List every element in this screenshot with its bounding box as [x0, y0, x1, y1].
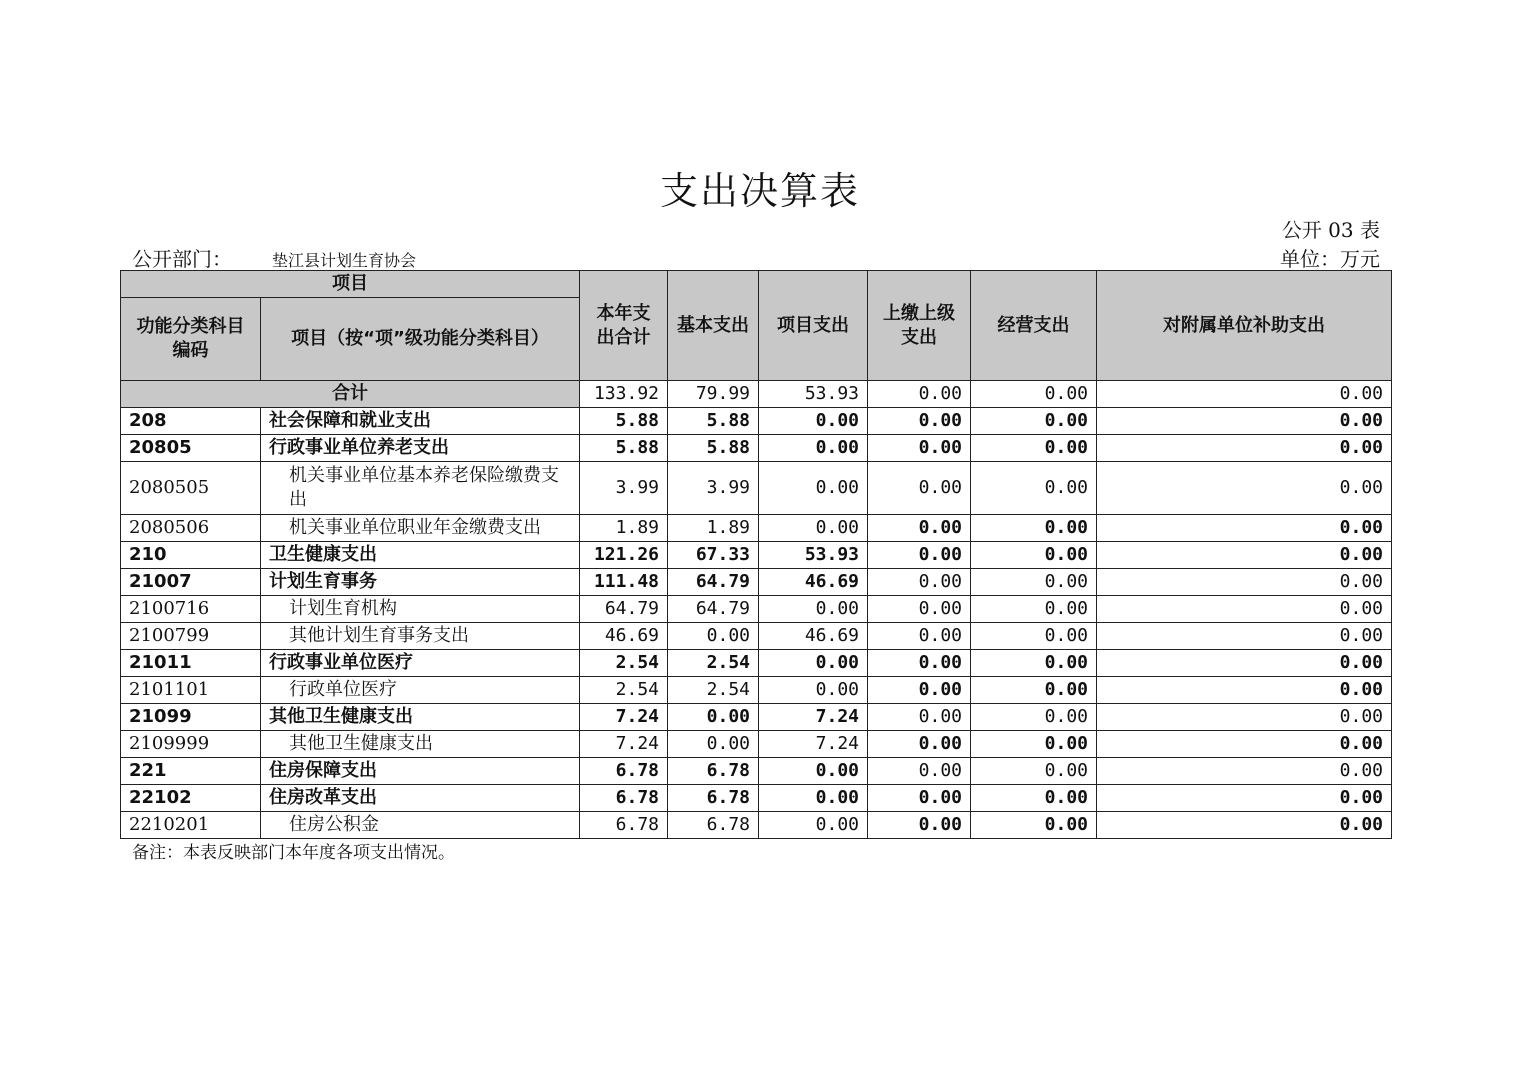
- project-cell: 7.24: [759, 731, 868, 758]
- project-cell: 0.00: [759, 812, 868, 839]
- upper-cell: 0.00: [868, 704, 971, 731]
- header-subsidy: 对附属单位补助支出: [1097, 271, 1392, 381]
- name-cell: 行政事业单位医疗: [261, 650, 580, 677]
- total-cell: 111.48: [580, 569, 668, 596]
- business-cell: 0.00: [971, 381, 1097, 408]
- total-cell: 7.24: [580, 704, 668, 731]
- basic-cell: 6.78: [668, 758, 759, 785]
- code-cell: 2100799: [121, 623, 261, 650]
- total-cell: 7.24: [580, 731, 668, 758]
- name-cell: 住房改革支出: [261, 785, 580, 812]
- subsidy-cell: 0.00: [1097, 542, 1392, 569]
- business-cell: 0.00: [971, 515, 1097, 542]
- basic-cell: 0.00: [668, 704, 759, 731]
- table-row: [121, 785, 1392, 812]
- upper-cell: 0.00: [868, 408, 971, 435]
- total-cell: 6.78: [580, 758, 668, 785]
- table-row: [121, 462, 1392, 515]
- code-cell: 20805: [121, 435, 261, 462]
- name-cell: 计划生育机构: [261, 596, 580, 623]
- business-cell: 0.00: [971, 677, 1097, 704]
- business-cell: 0.00: [971, 435, 1097, 462]
- table-row: [121, 542, 1392, 569]
- upper-cell: 0.00: [868, 623, 971, 650]
- code-cell: 2101101: [121, 677, 261, 704]
- footnote: 备注：本表反映部门本年度各项支出情况。: [132, 843, 455, 863]
- total-cell: 5.88: [580, 408, 668, 435]
- total-cell: 5.88: [580, 435, 668, 462]
- subsidy-cell: 0.00: [1097, 650, 1392, 677]
- project-cell: 7.24: [759, 704, 868, 731]
- project-cell: 53.93: [759, 542, 868, 569]
- name-cell: 行政单位医疗: [261, 677, 580, 704]
- department-name: 垫江县计划生育协会: [272, 251, 417, 270]
- subsidy-cell: 0.00: [1097, 704, 1392, 731]
- name-cell: 计划生育事务: [261, 569, 580, 596]
- code-cell: 2080506: [121, 515, 261, 542]
- header-project: 项目支出: [759, 271, 868, 381]
- table-row: [121, 515, 1392, 542]
- total-cell: 2.54: [580, 650, 668, 677]
- table-row: [121, 408, 1392, 435]
- upper-cell: 0.00: [868, 677, 971, 704]
- subsidy-cell: 0.00: [1097, 677, 1392, 704]
- total-cell: 2.54: [580, 677, 668, 704]
- basic-cell: 5.88: [668, 408, 759, 435]
- code-cell: 2100716: [121, 596, 261, 623]
- project-cell: 0.00: [759, 462, 868, 515]
- form-number: 公开 03 表: [1281, 218, 1380, 242]
- basic-cell: 3.99: [668, 462, 759, 515]
- basic-cell: 2.54: [668, 677, 759, 704]
- basic-cell: 5.88: [668, 435, 759, 462]
- upper-cell: 0.00: [868, 462, 971, 515]
- subsidy-cell: 0.00: [1097, 731, 1392, 758]
- subsidy-cell: 0.00: [1097, 812, 1392, 839]
- code-cell: 2210201: [121, 812, 261, 839]
- subsidy-cell: 0.00: [1097, 435, 1392, 462]
- name-cell: 社会保障和就业支出: [261, 408, 580, 435]
- table-row: [121, 569, 1392, 596]
- name-cell: 机关事业单位基本养老保险缴费支出: [261, 462, 580, 515]
- table-row: [121, 758, 1392, 785]
- project-cell: 0.00: [759, 677, 868, 704]
- total-cell: 6.78: [580, 812, 668, 839]
- code-cell: 2080505: [121, 462, 261, 515]
- code-cell: 21007: [121, 569, 261, 596]
- basic-cell: 64.79: [668, 596, 759, 623]
- upper-cell: 0.00: [868, 435, 971, 462]
- code-cell: 21011: [121, 650, 261, 677]
- subsidy-cell: 0.00: [1097, 515, 1392, 542]
- project-cell: 0.00: [759, 515, 868, 542]
- name-cell: 行政事业单位养老支出: [261, 435, 580, 462]
- page-title: 支出决算表: [659, 169, 860, 213]
- business-cell: 0.00: [971, 569, 1097, 596]
- total-cell: 121.26: [580, 542, 668, 569]
- table-row: [121, 731, 1392, 758]
- upper-cell: 0.00: [868, 650, 971, 677]
- basic-cell: 0.00: [668, 623, 759, 650]
- code-cell: 2109999: [121, 731, 261, 758]
- subsidy-cell: 0.00: [1097, 408, 1392, 435]
- upper-cell: 0.00: [868, 569, 971, 596]
- table-row: [121, 435, 1392, 462]
- header-business: 经营支出: [971, 271, 1097, 381]
- name-cell: 机关事业单位职业年金缴费支出: [261, 515, 580, 542]
- table-row: [121, 677, 1392, 704]
- project-cell: 0.00: [759, 785, 868, 812]
- unit-label: 单位：万元: [1280, 247, 1380, 271]
- basic-cell: 64.79: [668, 569, 759, 596]
- total-cell: 64.79: [580, 596, 668, 623]
- table-row: [121, 812, 1392, 839]
- subsidy-cell: 0.00: [1097, 623, 1392, 650]
- upper-cell: 0.00: [868, 515, 971, 542]
- business-cell: 0.00: [971, 704, 1097, 731]
- code-cell: 22102: [121, 785, 261, 812]
- name-cell: 住房公积金: [261, 812, 580, 839]
- basic-cell: 6.78: [668, 812, 759, 839]
- upper-cell: 0.00: [868, 785, 971, 812]
- table-row: [121, 650, 1392, 677]
- header-upper: 上缴上级支出: [868, 271, 971, 381]
- name-cell: 其他卫生健康支出: [261, 704, 580, 731]
- business-cell: 0.00: [971, 650, 1097, 677]
- name-cell: 住房保障支出: [261, 758, 580, 785]
- header-code: 功能分类科目编码: [121, 298, 261, 381]
- code-cell: 208: [121, 408, 261, 435]
- total-row: [121, 381, 1392, 408]
- code-cell: 221: [121, 758, 261, 785]
- basic-cell: 1.89: [668, 515, 759, 542]
- business-cell: 0.00: [971, 462, 1097, 515]
- business-cell: 0.00: [971, 785, 1097, 812]
- business-cell: 0.00: [971, 623, 1097, 650]
- name-cell: 其他计划生育事务支出: [261, 623, 580, 650]
- total-cell: 1.89: [580, 515, 668, 542]
- basic-cell: 79.99: [668, 381, 759, 408]
- name-cell: 卫生健康支出: [261, 542, 580, 569]
- project-cell: 0.00: [759, 650, 868, 677]
- header-basic: 基本支出: [668, 271, 759, 381]
- business-cell: 0.00: [971, 596, 1097, 623]
- business-cell: 0.00: [971, 758, 1097, 785]
- project-cell: 53.93: [759, 381, 868, 408]
- basic-cell: 0.00: [668, 731, 759, 758]
- project-cell: 0.00: [759, 408, 868, 435]
- total-cell: 6.78: [580, 785, 668, 812]
- upper-cell: 0.00: [868, 596, 971, 623]
- basic-cell: 6.78: [668, 785, 759, 812]
- header-item-group: 项目: [121, 271, 580, 298]
- code-cell: 210: [121, 542, 261, 569]
- total-cell: 3.99: [580, 462, 668, 515]
- upper-cell: 0.00: [868, 381, 971, 408]
- subsidy-cell: 0.00: [1097, 381, 1392, 408]
- business-cell: 0.00: [971, 731, 1097, 758]
- project-cell: 46.69: [759, 623, 868, 650]
- subsidy-cell: 0.00: [1097, 758, 1392, 785]
- upper-cell: 0.00: [868, 812, 971, 839]
- upper-cell: 0.00: [868, 731, 971, 758]
- upper-cell: 0.00: [868, 542, 971, 569]
- header-total: 本年支出合计: [580, 271, 668, 381]
- business-cell: 0.00: [971, 408, 1097, 435]
- name-cell: 其他卫生健康支出: [261, 731, 580, 758]
- department-label: 公开部门：: [132, 247, 232, 271]
- code-cell: 21099: [121, 704, 261, 731]
- basic-cell: 67.33: [668, 542, 759, 569]
- total-cell: 133.92: [580, 381, 668, 408]
- table-row: [121, 623, 1392, 650]
- subsidy-cell: 0.00: [1097, 596, 1392, 623]
- expenditure-table: [120, 270, 1392, 839]
- header-name: 项目（按“项”级功能分类科目）: [261, 298, 580, 381]
- business-cell: 0.00: [971, 812, 1097, 839]
- upper-cell: 0.00: [868, 758, 971, 785]
- table-row: [121, 704, 1392, 731]
- subsidy-cell: 0.00: [1097, 569, 1392, 596]
- basic-cell: 2.54: [668, 650, 759, 677]
- total-cell: 46.69: [580, 623, 668, 650]
- project-cell: 0.00: [759, 435, 868, 462]
- table-row: [121, 596, 1392, 623]
- total-label: 合计: [121, 381, 580, 408]
- project-cell: 0.00: [759, 596, 868, 623]
- subsidy-cell: 0.00: [1097, 785, 1392, 812]
- project-cell: 0.00: [759, 758, 868, 785]
- business-cell: 0.00: [971, 542, 1097, 569]
- project-cell: 46.69: [759, 569, 868, 596]
- subsidy-cell: 0.00: [1097, 462, 1392, 515]
